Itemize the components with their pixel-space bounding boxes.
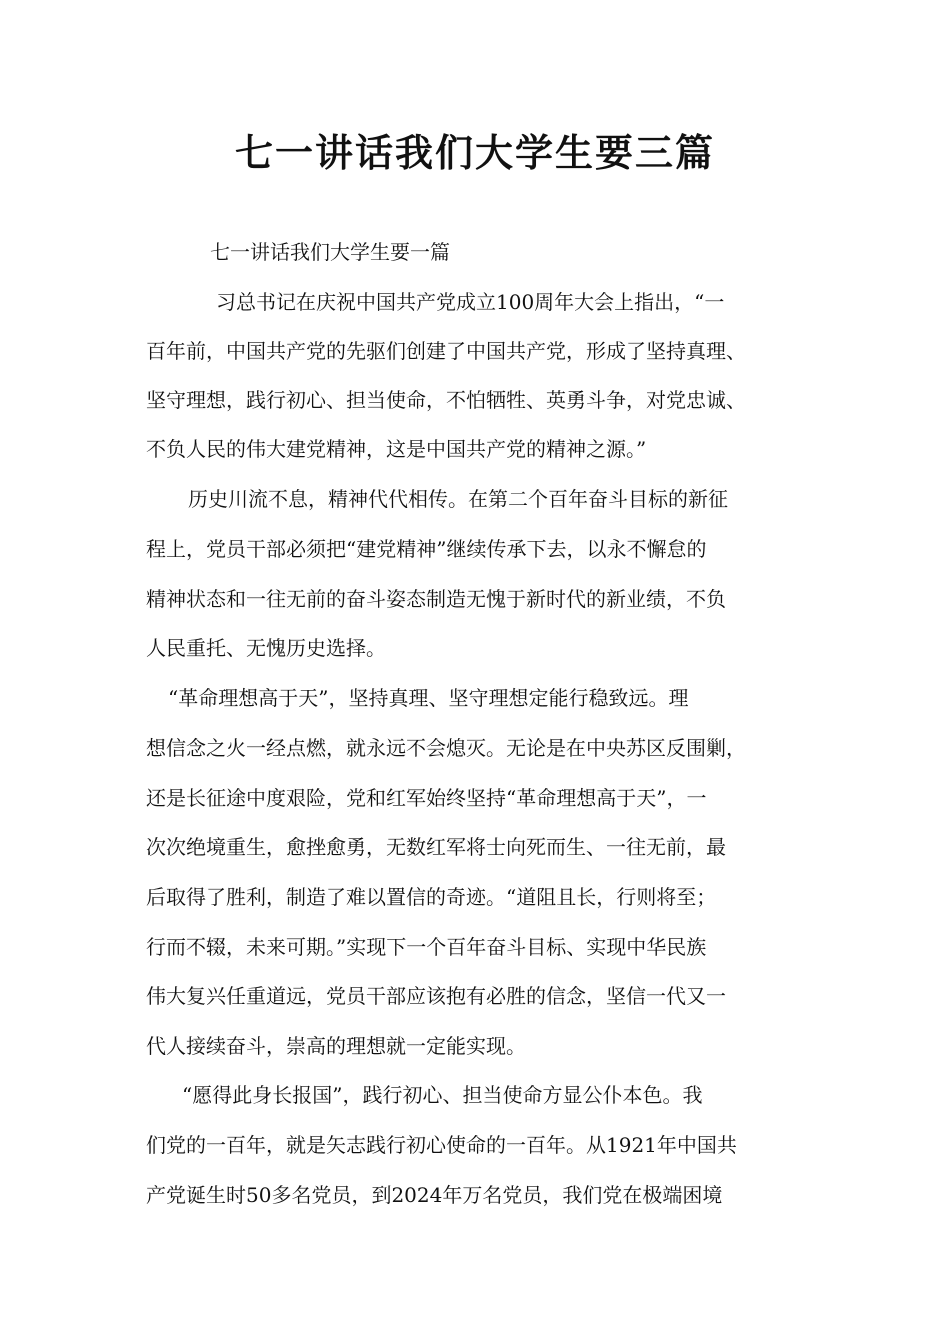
text-line: 人民重托、无愧历史选择。 xyxy=(146,636,386,660)
text-line: “愿得此身长报国”，践行初心、担当使命方显公仆本色。我 xyxy=(182,1083,703,1107)
text-line: 后取得了胜利，制造了难以置信的奇迹。“道阻且长，行则将至； xyxy=(146,885,717,909)
text-line: 产党诞生时50多名党员，到2024年万名党员，我们党在极端困境 xyxy=(146,1183,723,1207)
text-line: 习总书记在庆祝中国共产党成立100周年大会上指出，“一 xyxy=(216,290,725,314)
text-line: 次次绝境重生，愈挫愈勇，无数红军将士向死而生、一往无前，最 xyxy=(146,835,726,859)
text-line: 伟大复兴任重道远，党员干部应该抱有必胜的信念，坚信一代又一 xyxy=(146,984,726,1008)
text-line: 精神状态和一往无前的奋斗姿态制造无愧于新时代的新业绩，不负 xyxy=(146,587,726,611)
text-line: 程上，党员干部必须把“建党精神”继续传承下去，以永不懈怠的 xyxy=(146,537,707,561)
text-line: 们党的一百年，就是矢志践行初心使命的一百年。从1921年中国共 xyxy=(146,1133,737,1157)
text-line: “革命理想高于天”，坚持真理、坚守理想定能行稳致远。理 xyxy=(168,686,689,710)
text-line: 行而不辍，未来可期。”实现下一个百年奋斗目标、实现中华民族 xyxy=(146,935,707,959)
section-subtitle: 七一讲话我们大学生要一篇 xyxy=(210,240,450,264)
text-line: 不负人民的伟大建党精神，这是中国共产党的精神之源。” xyxy=(146,437,647,461)
text-line: 代人接续奋斗，崇高的理想就一定能实现。 xyxy=(146,1034,526,1058)
text-line: 坚守理想，践行初心、担当使命，不怕牺牲、英勇斗争，对党忠诚、 xyxy=(146,388,746,412)
text-line: 还是长征途中度艰险，党和红军始终坚持“革命理想高于天”，一 xyxy=(146,786,707,810)
text-line: 想信念之火一经点燃，就永远不会熄灭。无论是在中央苏区反围剿， xyxy=(146,736,746,760)
document-title: 七一讲话我们大学生要三篇 xyxy=(234,131,715,175)
text-line: 百年前，中国共产党的先驱们创建了中国共产党，形成了坚持真理、 xyxy=(146,339,746,363)
text-line: 历史川流不息，精神代代相传。在第二个百年奋斗目标的新征 xyxy=(188,487,728,511)
